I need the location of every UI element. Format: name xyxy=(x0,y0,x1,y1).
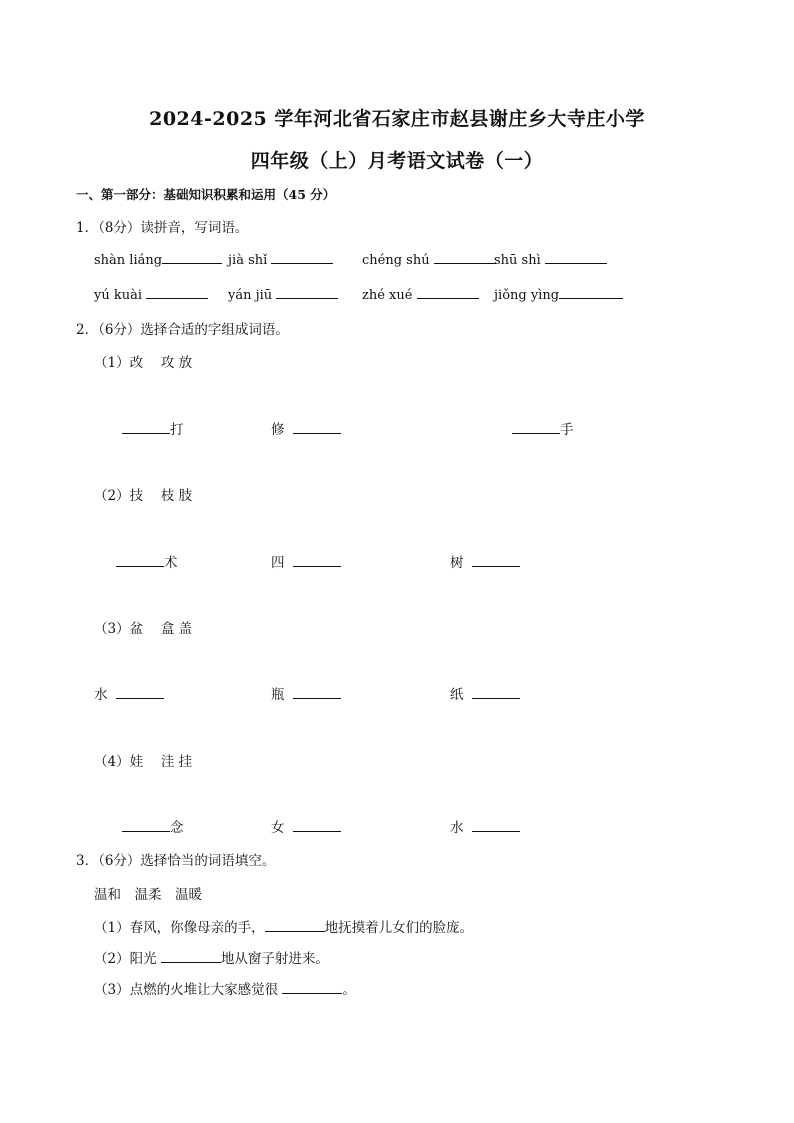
answer-blank[interactable] xyxy=(417,286,479,299)
pinyin-item xyxy=(94,251,222,268)
question-3-stem: 3．（6分）选择恰当的词语填空。 xyxy=(76,853,276,869)
answer-blank[interactable] xyxy=(512,421,560,434)
answer-blank[interactable] xyxy=(293,554,341,567)
fill-item: 瓶 xyxy=(271,683,341,703)
answer-blank[interactable] xyxy=(559,286,623,299)
choice-group-label: （3）盆 盒 盖 xyxy=(94,621,193,637)
fill-item: 水 xyxy=(94,683,164,703)
pinyin-text: jià shǐ xyxy=(228,253,268,268)
answer-blank[interactable] xyxy=(161,950,221,963)
pinyin-text: yán jiū xyxy=(228,288,273,303)
answer-blank[interactable] xyxy=(116,686,164,699)
sentence-3: （3）点燃的火堆让大家感觉很 。 xyxy=(94,982,356,998)
fill-item: 纸 xyxy=(450,683,520,703)
answer-blank[interactable] xyxy=(434,251,496,264)
pinyin-text: chéng shú xyxy=(362,253,430,268)
fill-item: 水 xyxy=(450,816,520,836)
pinyin-item xyxy=(228,251,333,268)
choice-group-label: （2）技 枝 肢 xyxy=(94,488,193,504)
pinyin-item xyxy=(94,286,208,303)
choice-group-label: （4）娃 洼 挂 xyxy=(94,754,193,770)
pinyin-text: jiǒng yìng xyxy=(494,288,560,303)
answer-blank[interactable] xyxy=(276,286,338,299)
choice-group-label: （1）改 攻 放 xyxy=(94,355,193,371)
fill-item: 念 xyxy=(122,816,184,836)
answer-blank[interactable] xyxy=(472,554,520,567)
fill-item: 修 xyxy=(271,418,341,438)
answer-blank[interactable] xyxy=(545,251,607,264)
question-2-stem: 2．（6分）选择合适的字组成词语。 xyxy=(76,322,289,338)
fill-item: 手 xyxy=(512,418,574,438)
title-line-1: 2024-2025 学年河北省石家庄市赵县谢庄乡大寺庄小学 xyxy=(149,108,645,130)
answer-blank[interactable] xyxy=(146,286,208,299)
pinyin-item xyxy=(228,286,338,303)
answer-blank[interactable] xyxy=(162,251,222,264)
fill-item: 四 xyxy=(271,551,341,571)
sentence-2: （2）阳光 地从窗子射进来。 xyxy=(94,951,329,967)
fill-item: 树 xyxy=(450,551,520,571)
answer-blank[interactable] xyxy=(293,686,341,699)
answer-blank[interactable] xyxy=(293,421,341,434)
answer-blank[interactable] xyxy=(293,819,341,832)
answer-blank[interactable] xyxy=(282,981,342,994)
fill-item: 女 xyxy=(271,816,341,836)
pinyin-item xyxy=(362,251,496,268)
pinyin-text: shū shì xyxy=(494,253,541,268)
section-heading: 一、第一部分：基础知识积累和运用（45 分） xyxy=(76,187,336,202)
word-options: 温和 温柔 温暖 xyxy=(94,887,202,903)
pinyin-text: shàn liáng xyxy=(94,253,163,268)
fill-item: 术 xyxy=(116,551,178,571)
pinyin-item xyxy=(494,286,623,303)
pinyin-text: zhé xué xyxy=(362,288,413,303)
pinyin-item xyxy=(362,286,479,303)
answer-blank[interactable] xyxy=(116,554,164,567)
pinyin-item xyxy=(494,251,607,268)
question-1-stem: 1．（8分）读拼音，写词语。 xyxy=(76,220,249,236)
title-line-2: 四年级（上）月考语文试卷（一） xyxy=(250,150,544,172)
answer-blank[interactable] xyxy=(271,251,333,264)
answer-blank[interactable] xyxy=(265,919,325,932)
answer-blank[interactable] xyxy=(122,819,170,832)
sentence-1: （1）春风，你像母亲的手， 地抚摸着儿女们的脸庞。 xyxy=(94,920,474,936)
answer-blank[interactable] xyxy=(122,421,170,434)
answer-blank[interactable] xyxy=(472,819,520,832)
pinyin-text: yú kuài xyxy=(94,288,143,303)
answer-blank[interactable] xyxy=(472,686,520,699)
fill-item: 打 xyxy=(122,418,184,438)
